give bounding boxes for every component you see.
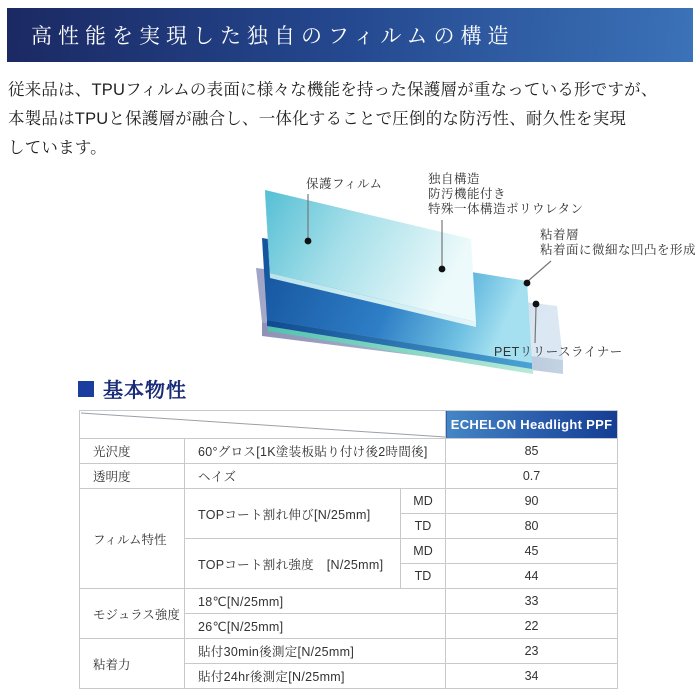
- property-cell: 光沢度: [80, 439, 185, 464]
- value-cell: 0.7: [446, 464, 618, 489]
- table-row: [80, 439, 618, 464]
- value-cell: 22: [446, 614, 618, 639]
- table-row: [80, 589, 618, 614]
- value-cell: 80: [446, 514, 618, 539]
- label-line: 特殊一体構造ポリウレタン: [428, 202, 584, 216]
- basic-properties-table: [79, 410, 618, 689]
- condition-cell: ヘイズ: [185, 464, 446, 489]
- direction-cell: TD: [401, 564, 446, 589]
- table-header-row: [80, 411, 618, 439]
- property-cell: 透明度: [80, 464, 185, 489]
- intro-line: 本製品はTPUと保護層が融合し、一体化することで圧倒的な防汚性、耐久性を実現: [8, 110, 627, 128]
- table-row: [80, 464, 618, 489]
- intro-line: しています。: [8, 139, 107, 157]
- section-title: 基本物性: [103, 380, 187, 402]
- section-square-icon: [78, 381, 94, 397]
- value-cell: 45: [446, 539, 618, 564]
- property-cell: 粘着力: [80, 639, 185, 689]
- intro-paragraph: [8, 76, 696, 163]
- property-cell: フィルム特性: [80, 489, 185, 589]
- label-protective-film: 保護フィルム: [306, 177, 383, 191]
- label-adhesive-layer: [540, 228, 696, 258]
- label-unique-structure: [428, 172, 584, 217]
- page-header-banner: [7, 8, 693, 62]
- product-header-cell: ECHELON Headlight PPF: [446, 411, 618, 439]
- direction-cell: MD: [401, 489, 446, 514]
- value-cell: 44: [446, 564, 618, 589]
- value-cell: 33: [446, 589, 618, 614]
- value-cell: 34: [446, 664, 618, 689]
- table-row: [80, 639, 618, 664]
- condition-cell: TOPコート割れ伸び[N/25mm]: [185, 489, 401, 539]
- condition-cell: 18℃[N/25mm]: [185, 589, 446, 614]
- condition-cell: 貼付24hr後測定[N/25mm]: [185, 664, 446, 689]
- condition-cell: TOPコート割れ強度 [N/25mm]: [185, 539, 401, 589]
- label-line: 防汚機能付き: [428, 187, 507, 201]
- value-cell: 23: [446, 639, 618, 664]
- condition-cell: 26℃[N/25mm]: [185, 614, 446, 639]
- table-row: [80, 489, 618, 514]
- diagonal-line: [80, 411, 446, 439]
- property-cell: モジュラス強度: [80, 589, 185, 639]
- label-line: 独自構造: [428, 172, 481, 186]
- value-cell: 85: [446, 439, 618, 464]
- section-heading: [78, 374, 187, 403]
- page-title: 高性能を実現した独自のフィルムの構造: [31, 24, 515, 48]
- condition-cell: 貼付30min後測定[N/25mm]: [185, 639, 446, 664]
- intro-line: 従来品は、TPUフィルムの表面に様々な機能を持った保護層が重なっている形ですが、: [8, 81, 658, 99]
- value-cell: 90: [446, 489, 618, 514]
- label-line: 粘着層: [540, 228, 580, 242]
- direction-cell: TD: [401, 514, 446, 539]
- direction-cell: MD: [401, 539, 446, 564]
- label-pet-release-liner: PETリリースライナー: [494, 345, 623, 359]
- label-line: 粘着面に微細な凹凸を形成: [540, 243, 697, 257]
- condition-cell: 60°グロス[1K塗装板貼り付け後2時間後]: [185, 439, 446, 464]
- diagonal-header-cell: [80, 411, 446, 439]
